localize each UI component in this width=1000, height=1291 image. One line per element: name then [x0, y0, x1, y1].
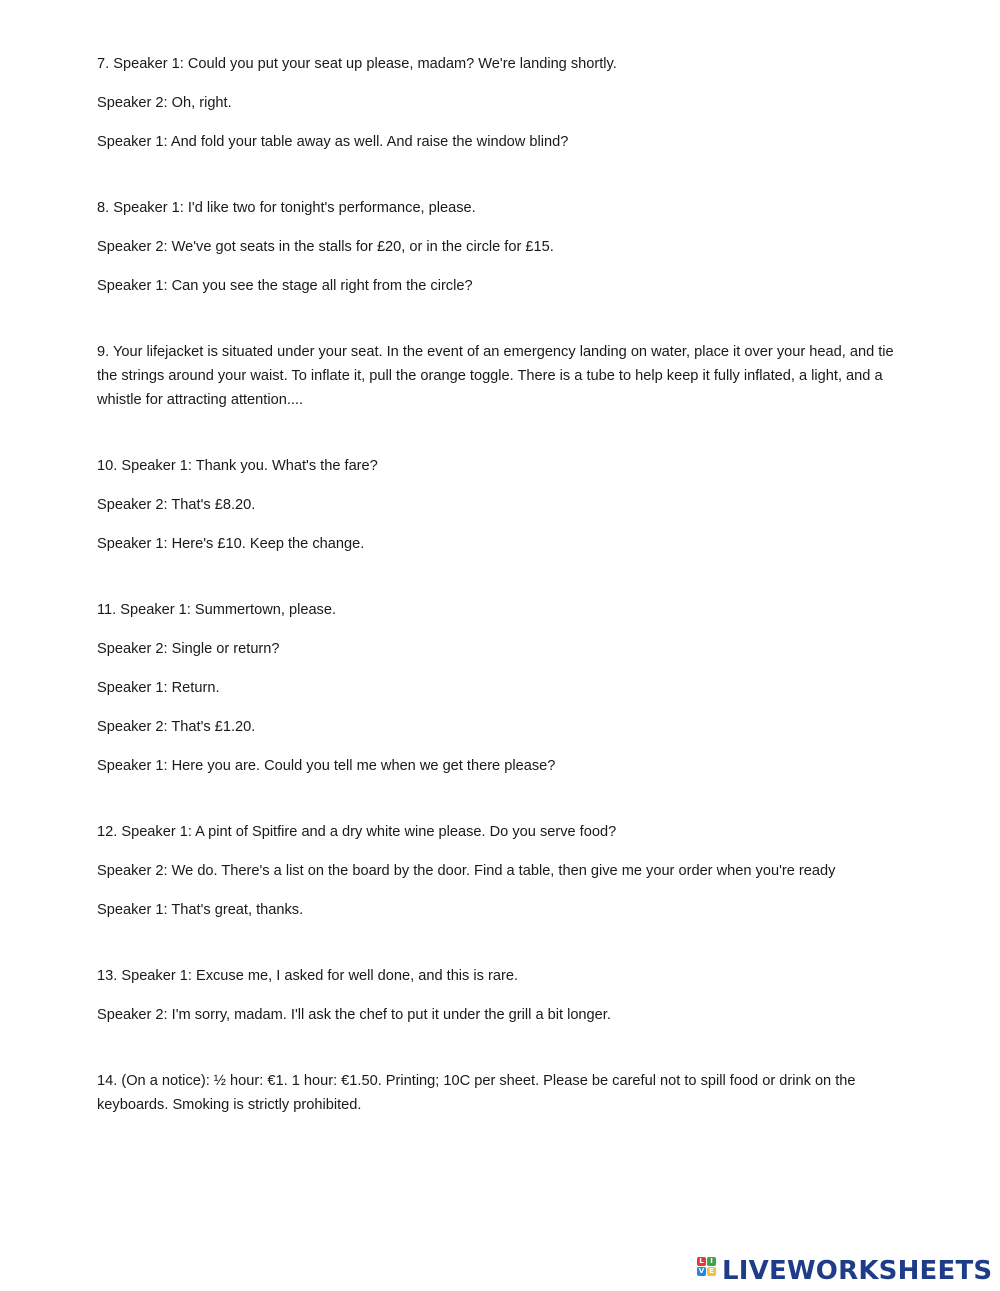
dialogue-line: Speaker 2: That's £8.20.: [97, 497, 256, 513]
section-14: [97, 1069, 912, 1117]
logo-mark-letter: L: [697, 1257, 706, 1266]
section-8: [97, 196, 912, 298]
dialogue-line: 8. Speaker 1: I'd like two for tonight's performance, please.: [97, 200, 476, 216]
logo-mark-letter: V: [698, 1267, 705, 1275]
notice-text: 14. (On a notice): ½ hour: €1. 1 hour: €1.50. Printing; 10C per sheet. Please be careful not to spill food or drink on the keyboards. Smoking is strictly prohibited.: [97, 1073, 856, 1113]
dialogue-line: Speaker 2: We do. There's a list on the board by the door. Find a table, then give me your order when you're ready: [97, 863, 836, 879]
dialogue-line: Speaker 1: Here you are. Could you tell me when we get there please?: [97, 758, 556, 774]
section-13: [97, 964, 912, 1027]
logo-mark-icon: [697, 1257, 719, 1285]
dialogue-line: 12. Speaker 1: A pint of Spitfire and a dry white wine please. Do you serve food?: [97, 824, 617, 840]
dialogue-line: 7. Speaker 1: Could you put your seat up please, madam? We're landing shortly.: [97, 56, 617, 72]
announcement-text: 9. Your lifejacket is situated under your seat. In the event of an emergency landing on water, place it over your head, and tie the strings around your waist. To inflate it, pull the orange toggle. There is a tube to help keep it fully inflated, a light, and a whistle for attracting attention....: [97, 344, 894, 408]
dialogue-line: Speaker 1: Here's £10. Keep the change.: [97, 536, 365, 552]
dialogue-line: Speaker 2: I'm sorry, madam. I'll ask the chef to put it under the grill a bit longer.: [97, 1007, 611, 1023]
dialogue-line: 13. Speaker 1: Excuse me, I asked for well done, and this is rare.: [97, 968, 519, 984]
section-12: [97, 820, 912, 922]
dialogue-line: Speaker 1: Can you see the stage all right from the circle?: [97, 278, 473, 294]
dialogue-line: Speaker 2: We've got seats in the stalls for £20, or in the circle for £15.: [97, 239, 554, 255]
logo-mark-letter: I: [707, 1257, 716, 1266]
dialogue-line: Speaker 2: Oh, right.: [97, 95, 232, 111]
section-10: [97, 454, 912, 556]
section-9: [97, 340, 912, 412]
section-11: [97, 598, 912, 778]
dialogue-line: 11. Speaker 1: Summertown, please.: [97, 602, 337, 618]
dialogue-line: Speaker 2: That's £1.20.: [97, 719, 256, 735]
dialogue-line: Speaker 1: Return.: [97, 680, 220, 696]
dialogue-line: Speaker 2: Single or return?: [97, 641, 280, 657]
dialogue-line: Speaker 1: That's great, thanks.: [97, 902, 304, 918]
logo-text: LIVEWORKSHEETS: [722, 1256, 993, 1286]
section-7: [97, 52, 912, 154]
liveworksheets-logo[interactable]: [697, 1253, 992, 1289]
logo-mark-letter: E: [707, 1267, 716, 1276]
worksheet-body: [97, 52, 912, 1159]
dialogue-line: Speaker 1: And fold your table away as well. And raise the window blind?: [97, 134, 569, 150]
dialogue-line: 10. Speaker 1: Thank you. What's the fare?: [97, 458, 378, 474]
